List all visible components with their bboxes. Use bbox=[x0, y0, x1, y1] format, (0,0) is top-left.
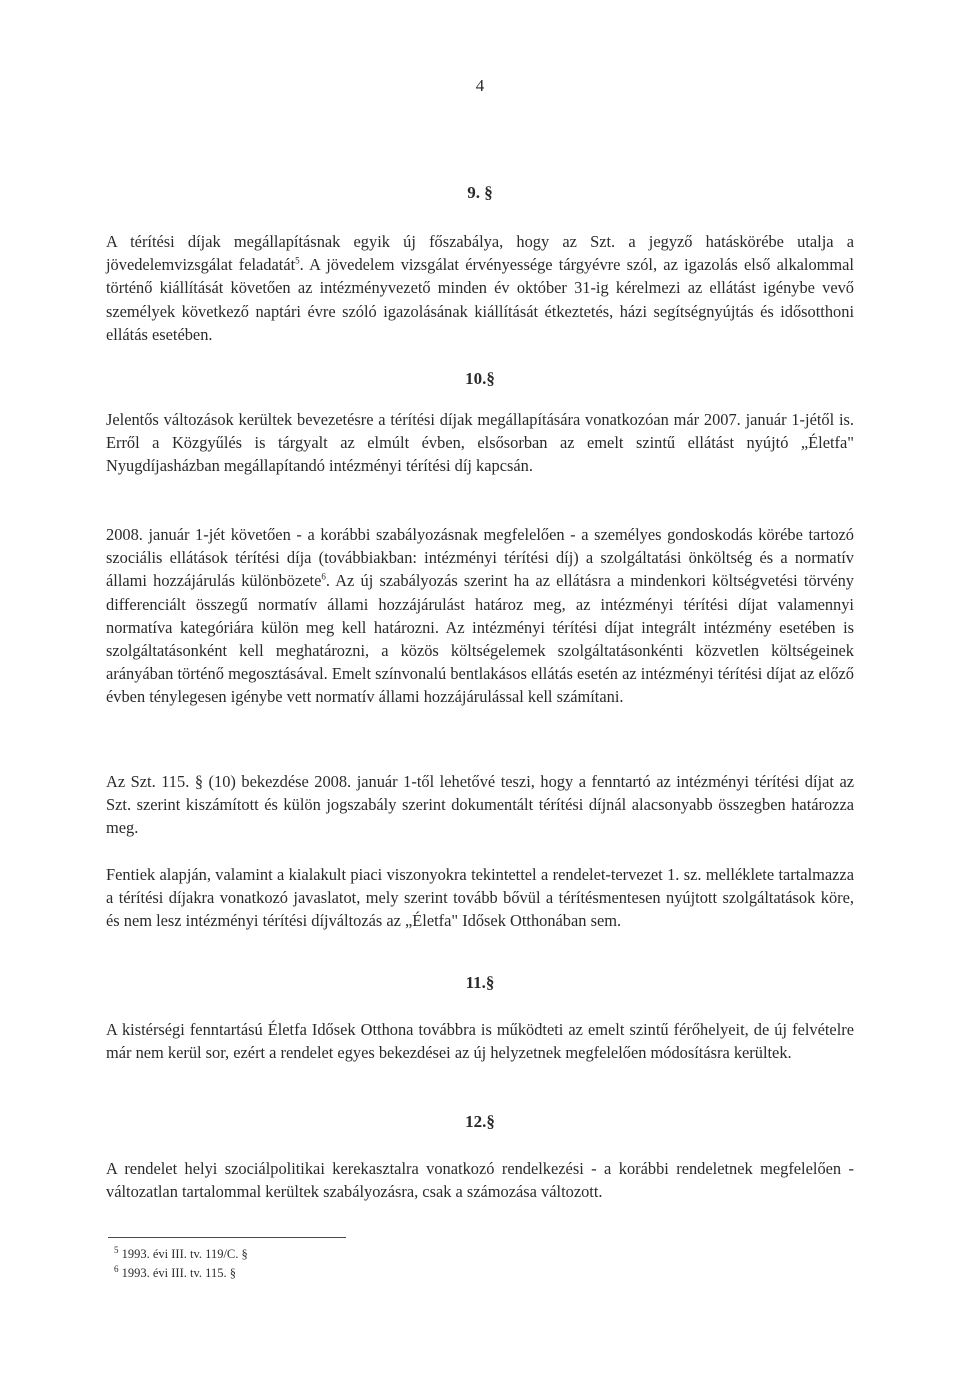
section-heading-12: 12.§ bbox=[465, 1112, 495, 1131]
paragraph-jelentos-valtozasok: Jelentős változások kerültek bevezetésre a térítési díjak megállapítására vonatkozóan már 2007. január 1-jétől is. Erről a Közgyűlés is tárgyalt az elmúlt évben, elsősorban az emelt szintű ellátást nyújtó „Életfa" Nyugdíjasházban megállapítandó intézményi térítési díj kapcsán. bbox=[106, 410, 854, 476]
page-number: 4 bbox=[475, 76, 485, 95]
footnote-ref-5: 5 bbox=[295, 255, 300, 266]
paragraph-szt-115: Az Szt. 115. § (10) bekezdése 2008. január 1-től lehetővé teszi, hogy a fenntartó az intézményi térítési díjat az Szt. szerint kiszámított és külön jogszabály szerint dokumentált térítési díjnál alacsonyabb összegben határozza meg. bbox=[106, 772, 854, 838]
paragraph-text: A térítési díjak megállapításnak egyik új főszabálya, hogy az Szt. a jegyző hatáskörébe utalja a jövedelemvizsgálat feladatát bbox=[106, 232, 854, 275]
footnote-6 bbox=[114, 1263, 236, 1281]
footnote-5 bbox=[114, 1244, 248, 1262]
footnote-mark: 5 bbox=[114, 1244, 119, 1255]
paragraph-text: . A jövedelem vizsgálat érvényessége tárgyévre szól, az igazolás első alkalommal történő kiállítását követően az intézményvezető minden év október 31-ig kérelmezi az ellátást igénybe vevő személyek következő naptári évre szóló igazolásának kiállítását étkeztetés, házi segítségnyújtás és idősotthoni ellátás esetében. bbox=[106, 255, 854, 344]
section-heading-11: 11.§ bbox=[465, 973, 495, 992]
paragraph-kerekasztal: A rendelet helyi szociálpolitikai kerekasztalra vonatkozó rendelkezési - a korábbi rendeletnek megfelelően - változatlan tartalommal kerültek szabályozásra, csak a számozása változott. bbox=[106, 1159, 854, 1202]
footnote-separator bbox=[108, 1237, 346, 1238]
footnote-mark: 6 bbox=[114, 1263, 119, 1274]
paragraph-fentiek-alapjan: Fentiek alapján, valamint a kialakult piaci viszonyokra tekintettel a rendelet-tervezet 1. sz. melléklete tartalmazza a térítési díjakra vonatkozó javaslatot, mely szerint tovább bővül a térítésmentesen nyújtott szolgáltatások köre, és nem lesz intézményi térítési díjváltozás az „Életfa" Idősek Otthonában sem. bbox=[106, 865, 854, 931]
paragraph-2008-januar bbox=[106, 523, 854, 709]
section-heading-9: 9. § bbox=[467, 183, 493, 202]
paragraph-text: . Az új szabályozás szerint ha az ellátásra a mindenkori költségvetési törvény differenciált összegű normatív állami hozzájárulást határoz meg, az intézményi térítési díjat valamennyi normatíva kategóriára külön meg kell határozni. Az intézményi térítési díjat integrált intézmény esetében is szolgáltatásonként kell meghatározni, a közös költségelemek szolgáltatásonkénti közvetlen költségeinek arányában történő megosztásával. Emelt színvonalú bentlakásos ellátás esetén az intézményi térítési díjat az előző évben ténylegesen igénybe vett normatív állami hozzájárulással kell számítani. bbox=[106, 571, 854, 707]
paragraph-text: 2008. január 1-jét követően - a korábbi szabályozásnak megfelelően - a személyes gondoskodás körébe tartozó szociális ellátások térítési díja (továbbiakban: intézményi térítési díj) a szolgáltatási önköltség és a normatív állami hozzájárulás különbözete bbox=[106, 525, 854, 591]
paragraph-jovedelemvizsgalat bbox=[106, 230, 854, 346]
footnote-ref-6: 6 bbox=[321, 571, 326, 582]
footnote-text: 1993. évi III. tv. 119/C. § bbox=[121, 1247, 248, 1261]
footnote-text: 1993. évi III. tv. 115. § bbox=[121, 1266, 236, 1280]
paragraph-kistersegi: A kistérségi fenntartású Életfa Idősek Otthona továbbra is működteti az emelt szintű férőhelyeit, de új felvételre már nem kerül sor, ezért a rendelet egyes bekezdései az új helyzetnek megfelelően módosításra kerültek. bbox=[106, 1020, 854, 1063]
section-heading-10: 10.§ bbox=[465, 369, 495, 388]
